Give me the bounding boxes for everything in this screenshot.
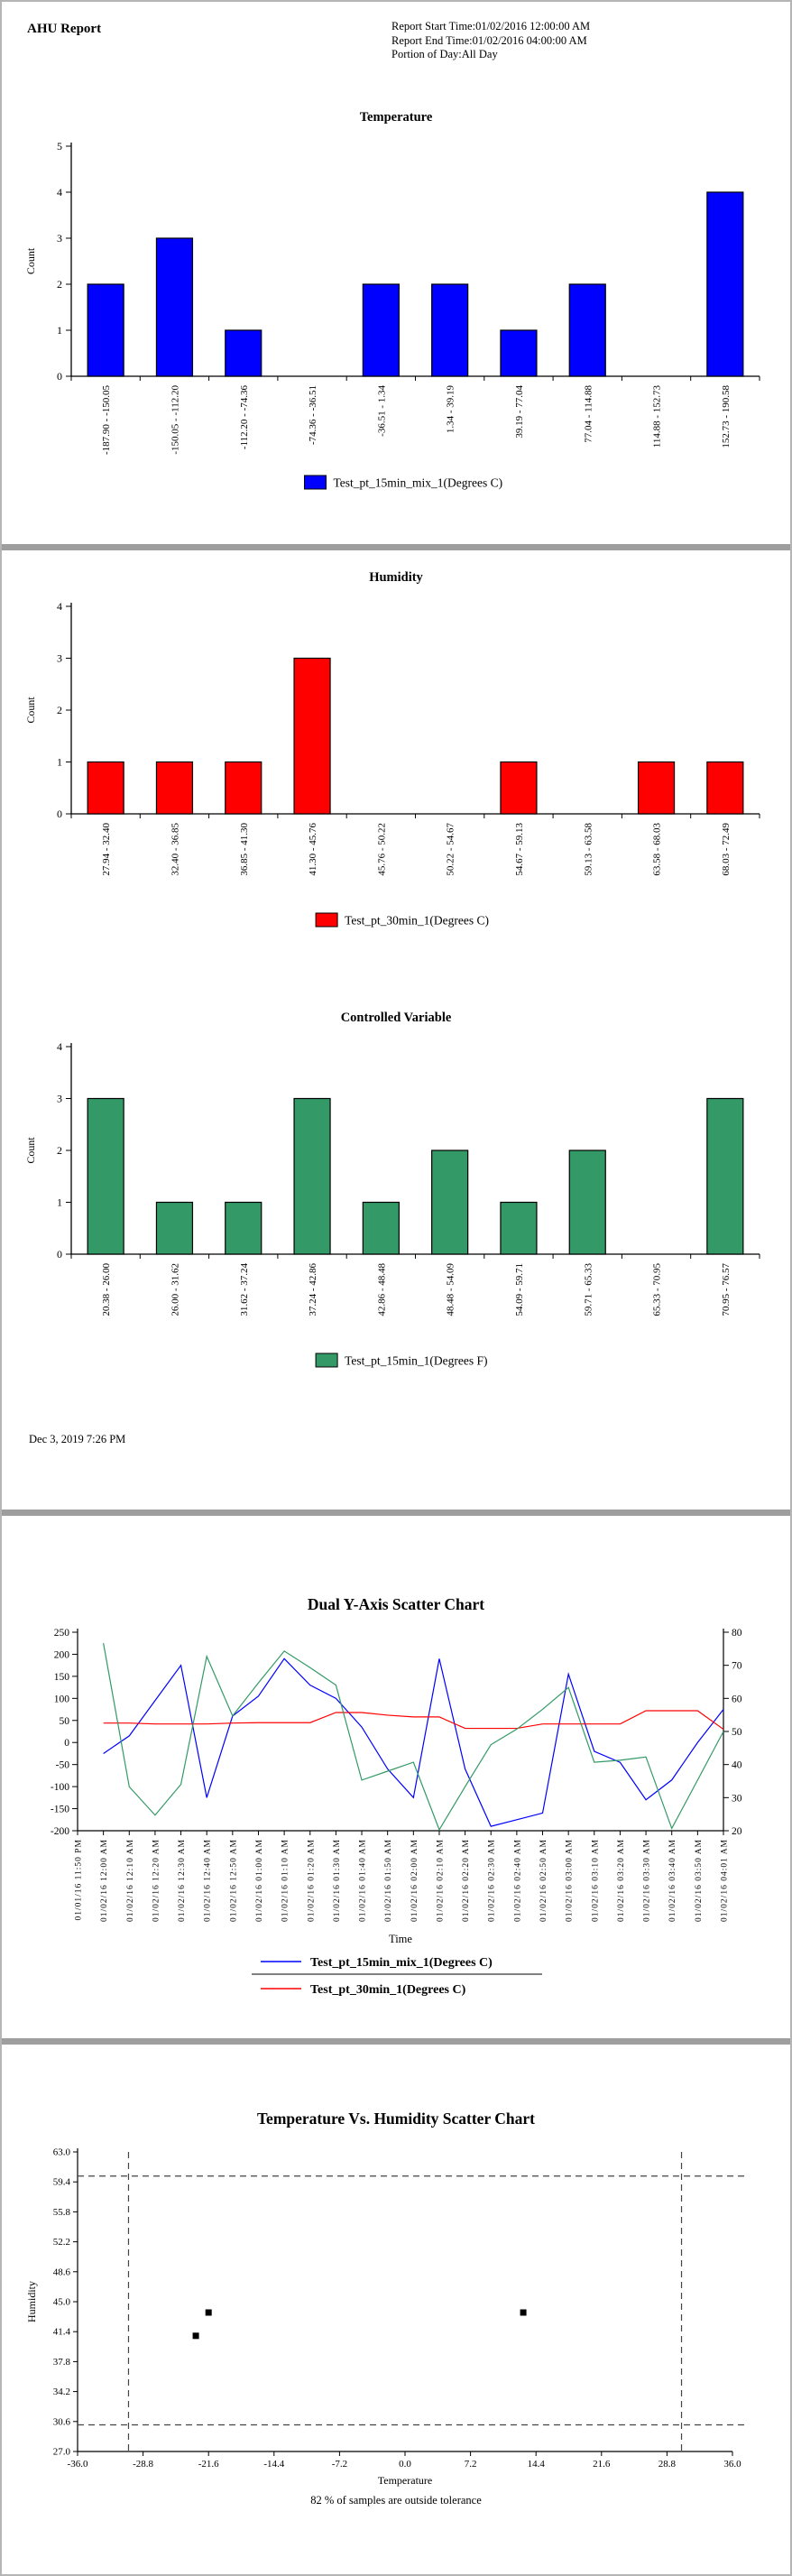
humidity-chart-title: Humidity [369, 570, 423, 585]
y-tick-label: 3 [57, 651, 62, 665]
bar-1 [156, 238, 192, 376]
x-tick-label: 152.73 - 190.58 [720, 385, 732, 448]
y-tick-label: 52.2 [52, 2237, 70, 2248]
right-y-tick-label: 60 [732, 1694, 742, 1705]
y-tick-label: 4 [57, 1040, 62, 1053]
x-tick-label: 01/02/16 02:10 AM [436, 1839, 446, 1922]
y-tick-label: 0 [57, 370, 62, 383]
x-tick-label: 36.85 - 41.30 [238, 823, 250, 876]
x-tick-label: 1.34 - 39.19 [445, 385, 456, 434]
x-tick-label: 77.04 - 114.88 [583, 385, 594, 443]
section-divider [2, 1510, 790, 1516]
bar-0 [87, 284, 124, 376]
y-axis-title: Count [24, 697, 37, 724]
x-tick-label: -150.05 - -112.20 [170, 385, 181, 455]
bar-8 [639, 762, 675, 815]
report-generated-timestamp: Dec 3, 2019 7:26 PM [29, 1433, 126, 1445]
bar-4 [363, 1203, 399, 1255]
x-tick-label: 01/02/16 01:30 AM [332, 1839, 342, 1922]
scatter-point-1 [206, 2309, 212, 2315]
x-tick-label: 01/02/16 12:50 AM [229, 1839, 239, 1922]
x-tick-label: -187.90 - -150.05 [101, 385, 113, 455]
x-tick-label: 01/02/16 12:20 AM [152, 1839, 161, 1922]
x-tick-label: -74.36 - -36.51 [308, 385, 319, 445]
y-tick-label: 0 [57, 1248, 62, 1260]
x-tick-label: 21.6 [593, 2459, 611, 2470]
x-tick-label: -28.8 [133, 2459, 154, 2470]
x-tick-label: 45.76 - 50.22 [376, 823, 388, 876]
left-y-tick-label: 150 [53, 1671, 69, 1683]
y-tick-label: 37.8 [52, 2356, 70, 2368]
x-tick-label: 42.86 - 48.48 [376, 1263, 388, 1316]
left-y-tick-label: -50 [55, 1759, 69, 1771]
y-tick-label: 59.4 [52, 2176, 70, 2188]
report-title: AHU Report [27, 22, 102, 36]
y-tick-label: 0 [57, 808, 62, 820]
controlled-variable-histogram [2, 1033, 790, 1386]
x-tick-label: 01/02/16 04:01 AM [720, 1839, 730, 1922]
x-tick-label: 01/02/16 12:10 AM [125, 1839, 135, 1922]
y-tick-label: 1 [57, 1196, 62, 1209]
report-header [2, 11, 790, 61]
report-start-time: Report Start Time:01/02/2016 12:00:00 AM [391, 20, 591, 32]
bar-9 [707, 192, 743, 376]
y-axis-title: Count [24, 247, 37, 275]
x-tick-label: 01/02/16 03:00 AM [565, 1839, 575, 1922]
y-tick-label: 48.6 [52, 2267, 70, 2278]
left-y-tick-label: 50 [59, 1715, 69, 1727]
series-line-1 [104, 1711, 723, 1730]
right-y-tick-label: 40 [732, 1759, 742, 1771]
legend-swatch [316, 913, 337, 927]
x-tick-label: 54.09 - 59.71 [513, 1263, 525, 1316]
section-divider [2, 544, 790, 550]
tolerance-note: 82 % of samples are outside tolerance [310, 2494, 482, 2507]
temp-vs-humidity-scatter-svg [22, 2136, 770, 2511]
humidity-histogram-svg [22, 593, 770, 946]
x-tick-label: 01/02/16 01:10 AM [281, 1839, 290, 1922]
left-y-tick-label: 0 [64, 1738, 69, 1750]
bar-3 [294, 1099, 330, 1255]
x-tick-label: 37.24 - 42.86 [308, 1263, 319, 1316]
x-tick-label: 27.94 - 32.40 [101, 823, 113, 876]
x-tick-label: 50.22 - 54.67 [445, 823, 456, 876]
x-tick-label: 01/02/16 01:50 AM [384, 1839, 394, 1922]
temp-vs-humidity-scatter [2, 2136, 790, 2511]
x-tick-label: 01/02/16 03:10 AM [591, 1839, 601, 1922]
y-tick-label: 3 [57, 232, 62, 245]
scatter-chart-title: Temperature Vs. Humidity Scatter Chart [256, 2110, 535, 2128]
bar-9 [707, 762, 743, 815]
series-line-2 [104, 1643, 723, 1830]
x-tick-label: 41.30 - 45.76 [308, 823, 319, 876]
x-tick-label: 114.88 - 152.73 [651, 385, 663, 448]
x-tick-label: 28.8 [658, 2459, 677, 2470]
right-y-tick-label: 80 [732, 1628, 742, 1639]
x-tick-label: 01/02/16 01:40 AM [358, 1839, 368, 1922]
y-tick-label: 2 [57, 1144, 62, 1157]
report-end-time: Report End Time:01/02/2016 04:00:00 AM [391, 33, 587, 47]
y-tick-label: 30.6 [52, 2416, 70, 2428]
x-tick-label: 48.48 - 54.09 [445, 1263, 456, 1316]
bar-2 [226, 762, 262, 815]
left-y-tick-label: 100 [53, 1694, 69, 1705]
legend-label: Test_pt_30min_1(Degrees C) [345, 913, 490, 928]
y-tick-label: 2 [57, 278, 62, 291]
section-scatter [2, 2110, 790, 2574]
dual-y-axis-chart-svg [22, 1621, 770, 2011]
x-tick-label: 31.62 - 37.24 [238, 1263, 250, 1316]
legend-label: Test_pt_15min_mix_1(Degrees C) [333, 475, 503, 490]
y-tick-label: 34.2 [52, 2387, 70, 2398]
x-tick-label: 65.33 - 70.95 [651, 1263, 663, 1316]
x-tick-label: -14.4 [263, 2459, 285, 2470]
temperature-histogram-svg [22, 133, 770, 508]
x-tick-label: 01/02/16 03:20 AM [616, 1839, 626, 1922]
bar-7 [569, 1150, 605, 1254]
bar-4 [363, 284, 399, 376]
x-tick-label: 36.0 [723, 2459, 741, 2470]
x-tick-label: 26.00 - 31.62 [170, 1263, 181, 1316]
x-tick-label: 7.2 [464, 2459, 477, 2470]
section-temperature [2, 2, 790, 544]
legend-swatch [305, 475, 327, 489]
right-y-tick-label: 50 [732, 1727, 742, 1738]
scatter-point-2 [520, 2309, 527, 2315]
bar-1 [156, 1203, 192, 1255]
x-tick-label: 01/02/16 01:20 AM [307, 1839, 317, 1922]
right-y-tick-label: 20 [732, 1826, 742, 1837]
x-tick-label: 59.71 - 65.33 [583, 1263, 594, 1316]
bar-2 [226, 330, 262, 376]
legend-swatch [316, 1353, 337, 1367]
temperature-histogram [2, 133, 790, 508]
x-tick-label: 0.0 [399, 2459, 411, 2470]
x-tick-label: -112.20 - -74.36 [238, 385, 250, 450]
x-tick-label: 01/02/16 12:30 AM [178, 1839, 188, 1922]
x-axis-title: Time [389, 1933, 412, 1945]
bar-3 [294, 659, 330, 815]
x-tick-label: 01/02/16 02:30 AM [487, 1839, 497, 1922]
y-axis-title: Humidity [25, 2280, 38, 2323]
y-tick-label: 63.0 [52, 2147, 70, 2158]
x-tick-label: 59.13 - 63.58 [583, 823, 594, 876]
bar-5 [432, 1150, 468, 1254]
bar-9 [707, 1099, 743, 1255]
dual-y-axis-chart [2, 1621, 790, 2011]
humidity-histogram [2, 593, 790, 946]
x-tick-label: 01/02/16 12:40 AM [203, 1839, 213, 1922]
legend-label: Test_pt_30min_1(Degrees C) [310, 1983, 466, 1997]
legend-label: Test_pt_15min_1(Degrees F) [345, 1353, 488, 1368]
section-humidity-cv [2, 570, 790, 1510]
right-y-tick-label: 70 [732, 1660, 742, 1672]
right-y-tick-label: 30 [732, 1793, 742, 1805]
y-tick-label: 1 [57, 324, 62, 337]
bar-6 [501, 762, 537, 815]
y-tick-label: 4 [57, 600, 62, 613]
y-axis-title: Count [24, 1137, 37, 1164]
y-tick-label: 5 [57, 140, 62, 152]
bar-0 [87, 762, 124, 815]
bar-1 [156, 762, 192, 815]
x-tick-label: 63.58 - 68.03 [651, 823, 663, 876]
x-tick-label: 01/02/16 12:00 AM [100, 1839, 110, 1922]
x-tick-label: 32.40 - 36.85 [170, 823, 181, 876]
legend-label: Test_pt_15min_mix_1(Degrees C) [310, 1956, 493, 1970]
x-tick-label: 70.95 - 76.57 [720, 1263, 732, 1316]
scatter-point-0 [193, 2332, 199, 2339]
y-tick-label: 45.0 [52, 2296, 70, 2308]
bar-5 [432, 284, 468, 376]
x-tick-label: 20.38 - 26.00 [101, 1263, 113, 1316]
y-tick-label: 27.0 [52, 2446, 70, 2458]
y-tick-label: 3 [57, 1092, 62, 1105]
x-tick-label: 01/02/16 03:40 AM [668, 1839, 678, 1922]
x-tick-label: 01/02/16 02:20 AM [462, 1839, 472, 1922]
bar-0 [87, 1099, 124, 1255]
left-y-tick-label: -200 [50, 1826, 69, 1837]
x-tick-label: 01/01/16 11:50 PM [74, 1839, 84, 1921]
y-tick-label: 2 [57, 704, 62, 716]
y-tick-label: 55.8 [52, 2206, 70, 2218]
left-y-tick-label: 250 [53, 1628, 69, 1639]
section-dual-axis [2, 1595, 790, 2038]
bar-6 [501, 1203, 537, 1255]
y-tick-label: 1 [57, 755, 62, 769]
x-tick-label: -21.6 [198, 2459, 219, 2470]
x-tick-label: -36.0 [67, 2459, 88, 2470]
x-tick-label: 68.03 - 72.49 [720, 823, 732, 876]
x-tick-label: 01/02/16 03:30 AM [642, 1839, 652, 1922]
report-meta [391, 20, 590, 62]
portion-of-day: Portion of Day:All Day [391, 48, 498, 61]
x-tick-label: 54.67 - 59.13 [513, 823, 525, 876]
left-y-tick-label: -150 [50, 1804, 69, 1815]
section-divider [2, 2038, 790, 2045]
x-tick-label: -7.2 [331, 2459, 348, 2470]
bar-2 [226, 1203, 262, 1255]
x-tick-label: 01/02/16 01:00 AM [254, 1839, 264, 1922]
temperature-chart-title: Temperature [359, 110, 433, 125]
x-tick-label: 01/02/16 02:40 AM [513, 1839, 523, 1922]
x-tick-label: 01/02/16 03:50 AM [694, 1839, 704, 1922]
y-tick-label: 4 [57, 186, 62, 199]
x-tick-label: 39.19 - 77.04 [513, 385, 525, 439]
y-tick-label: 41.4 [52, 2326, 70, 2338]
controlled-variable-histogram-svg [22, 1033, 770, 1386]
x-tick-label: 01/02/16 02:00 AM [410, 1839, 419, 1922]
left-y-tick-label: 200 [53, 1649, 69, 1661]
dual-axis-chart-title: Dual Y-Axis Scatter Chart [307, 1595, 485, 1613]
x-tick-label: -36.51 - 1.34 [376, 385, 388, 437]
bar-7 [569, 284, 605, 376]
controlled-variable-chart-title: Controlled Variable [340, 1011, 452, 1025]
left-y-tick-label: -100 [50, 1782, 69, 1794]
x-axis-title: Temperature [377, 2474, 433, 2487]
series-line-0 [104, 1658, 723, 1826]
bar-6 [501, 330, 537, 376]
x-tick-label: 14.4 [527, 2459, 545, 2470]
x-tick-label: 01/02/16 02:50 AM [539, 1839, 549, 1922]
